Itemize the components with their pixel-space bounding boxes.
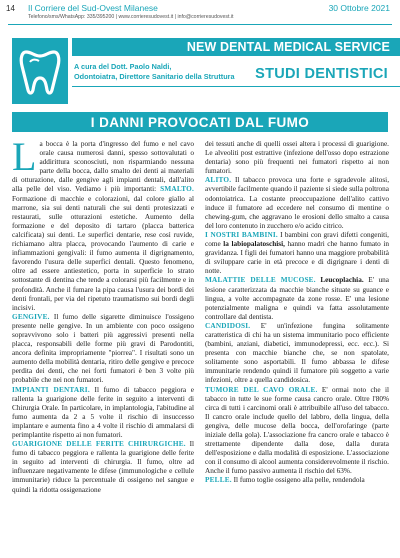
paragraph-pelle (205, 476, 389, 485)
bambini-text-b: hanno madri che hanno fumato in gravidanza. I figli dei fumatori hanno una maggiore probabilità di sviluppare carie in età precoce e di digrignare i denti di notte. (205, 240, 390, 276)
drop-cap: L (12, 134, 37, 179)
banner-rule (72, 86, 400, 87)
headline-bar (12, 112, 388, 132)
paragraph-bambini (205, 231, 389, 276)
issue-date: 30 Ottobre 2021 (328, 3, 390, 13)
banner-title: NEW DENTAL MEDICAL SERVICE (186, 40, 390, 54)
bambini-bold: la labiopalatoschisi, (223, 240, 285, 249)
article-column-left (12, 134, 195, 495)
page-header (0, 0, 400, 40)
keyword-impianti: IMPIANTI DENTARI. (12, 385, 90, 394)
article-column-right (205, 140, 389, 486)
mucose-text: E' una lesione caratterizzata da macchie bianche situate su guance e lingua, a volte accompagnate da zone rosse. E' una lesione potenzialmente maligna e quindi va fatta assolutamente controllare dal dentista. (205, 276, 390, 321)
paragraph-mucose (205, 276, 389, 321)
header-rule (8, 24, 392, 25)
keyword-pelle: PELLE. (205, 476, 232, 485)
clinic-logo (12, 38, 68, 104)
paragraph-alito (205, 176, 389, 231)
paragraph-continued: dei tessuti anche di quelli ossei altera i processi di guarigione. Le alveoliti post estrattive (infezione dell'osso dopo estrazione dentaria) sono più frequenti nei fumatori rispetto ai non fumatori. (205, 140, 389, 176)
keyword-alito: ALITO. (205, 176, 232, 185)
page-number: 14 (6, 4, 15, 13)
gengive-text: Il fumo delle sigarette diminuisce l'ossigeno presente nelle gengive. In un ambiente con poco ossigeno sopravvivono solo i batteri più aggressivi presenti nella placca, responsabili delle forme più gravi di Parodontiti, ancora definita impropriamente "piorrea". I risultati sono un aumento della mobilità dentaria, ritiro delle gengive e precoce perdita dei denti, che nei forti fumatori è ben 3 volte più probabile che nei non fumatori. (12, 312, 195, 385)
keyword-guarigione: GUARIGIONE DELLE FERITE CHIRURGICHE. (12, 440, 186, 449)
banner-bar (72, 38, 400, 56)
contact-line: Telefono/sms/WhatsApp: 335/395200 | www.corrieresudovest.it | info@corrieresudovest.it (28, 14, 234, 20)
keyword-smalto: SMALTO. (160, 185, 194, 194)
section-title: STUDI DENTISTICI (255, 66, 388, 82)
tooth-icon (12, 38, 68, 104)
keyword-bambini: I NOSTRI BAMBINI. (205, 230, 278, 239)
candidosi-text: E' un'infezione fungina solitamente caratteristica di chi ha un sistema immunitario poco efficiente (bambini, anziani, diabetici, immunodepressi, ecc. ecc.). Si presenta con macchie bianche che, se non spatolate, solitamente sono asportabili. Il fumo abbassa le difese immunitarie rendendo quindi il fumatore più soggetto a varie infezioni, oltre a quella candidosica. (205, 321, 389, 385)
author-line-1: A cura del Dott. Paolo Naldi, (74, 62, 172, 71)
author-credit (74, 62, 264, 81)
article-headline: I DANNI PROVOCATI DAL FUMO (90, 115, 310, 130)
tumore-text: E' ormai noto che il tabacco in tutte le sue forme causa cancro orale. Oltre l'80% circa di tutti i carcinomi orali è attribuibile all'uso del tabacco. Il cancro orale include quello del labbro, della lingua, della gengiva, delle mucose della bocca, dell'orofaringe (parte iniziale della gola). L'associazione fra cancro orale e tabacco è strettamente dipendente dalla dose, dalla durata dell'esposizione e dalla modalità di esposizione. L'associazione con il consumo di alcool aumenta considerevolmente il rischio. Anche il fumo passivo aumenta il rischio del 63%. (205, 385, 389, 476)
paragraph-smalto (12, 134, 194, 313)
newspaper-name: Il Corriere del Sud-Ovest Milanese (28, 3, 158, 13)
guarigione-text: Il fumo di tabacco peggiora e rallenta la guarigione delle ferite in seguito ad interventi di chirurgia. Il fumo, oltre ad influenzare negativamente le difese (immunologiche e cellule immunitarie) riduce la percentuale di ossigeno nel sangue e quindi la ridotta ossigenazione (12, 440, 194, 494)
smalto-text: Formazione di macchie e colorazioni, dal colore giallo al marrone, sia sui denti naturali che sui denti protesizzati e restaurati, sulle otturazioni estetiche. Aumento della formazione e del deposito di tartaro (placca batterica calcificata) sui denti. Le superfici dentarie, rese così ruvide, richiamano altra placca, provocando l'aumento di carie e infiammazioni gengivali: il fumo aumenta il digrignamento, favorendo l'usura delle superfici dentali. Questo fenomeno, oltre ad essere antiestetico, porta in superficie lo strato sottostante di dentina che tende a colorarsi più facilmente e in profondità. Anche il fumare la pipa causa l'usura dei bordi dei denti frontali, per via del ripetuto traumatismo sui bordi degli incisivi. (12, 194, 194, 312)
paragraph-guarigione (12, 440, 194, 495)
paragraph-impianti (12, 386, 194, 441)
bambini-text-a: I bambini con gravi difetti congeniti, come (205, 230, 389, 249)
paragraph-gengive (12, 313, 194, 386)
pelle-text: Il fumo toglie ossigeno alla pelle, rendendola (233, 476, 365, 485)
keyword-candidosi: CANDIDOSI. (205, 321, 251, 330)
alito-text: Il tabacco provoca una forte e sgradevole alitosi, avvertibile facilmente quando il paziente si siede sulla poltrona odontoiatrica. La costante preoccupazione dell'alito cattivo induce il fumatore ad eccedere nel consumo di mentine o chewing-gum, che aggravano le erosioni dello smalto a causa del loro contenuto in zucchero e/o acido citrico. (205, 176, 390, 230)
keyword-gengive: GENGIVE. (12, 312, 50, 321)
author-line-2: Odontoiatra, Direttore Sanitario della Struttura (74, 71, 235, 81)
keyword-tumore: TUMORE DEL CAVO ORALE. (205, 385, 318, 394)
keyword-mucose: MALATTIE DELLE MUCOSE. (205, 276, 316, 285)
mucose-bold: Leucoplachia. (320, 276, 364, 285)
impianti-text: Il fumo di tabacco peggiora e rallenta la guarigione delle ferite in seguito a interventi di Chirurgia Orale. In particolare, in implantologia, l'abitudine al fumo aumenta da 2 a 5 volte il rischio di insuccesso implantare e aumenta fino a 4 volte il rischio di ammalarsi di perimplantite rispetto ai non fumatori. (12, 385, 195, 439)
intro-text: a bocca è la porta d'ingresso del fumo e nel cavo orale causa numerosi danni, spesso sottovalutati o addirittura sconosciuti, non risparmiando nessuna parte della bocca, dallo smalto dei denti ai materiali di otturazione, dalle gengive agli impianti dentali, dall'alito alla pelle del viso. Vediamo i più importanti: (12, 140, 194, 194)
paragraph-candidosi (205, 322, 389, 386)
paragraph-tumore (205, 386, 389, 477)
